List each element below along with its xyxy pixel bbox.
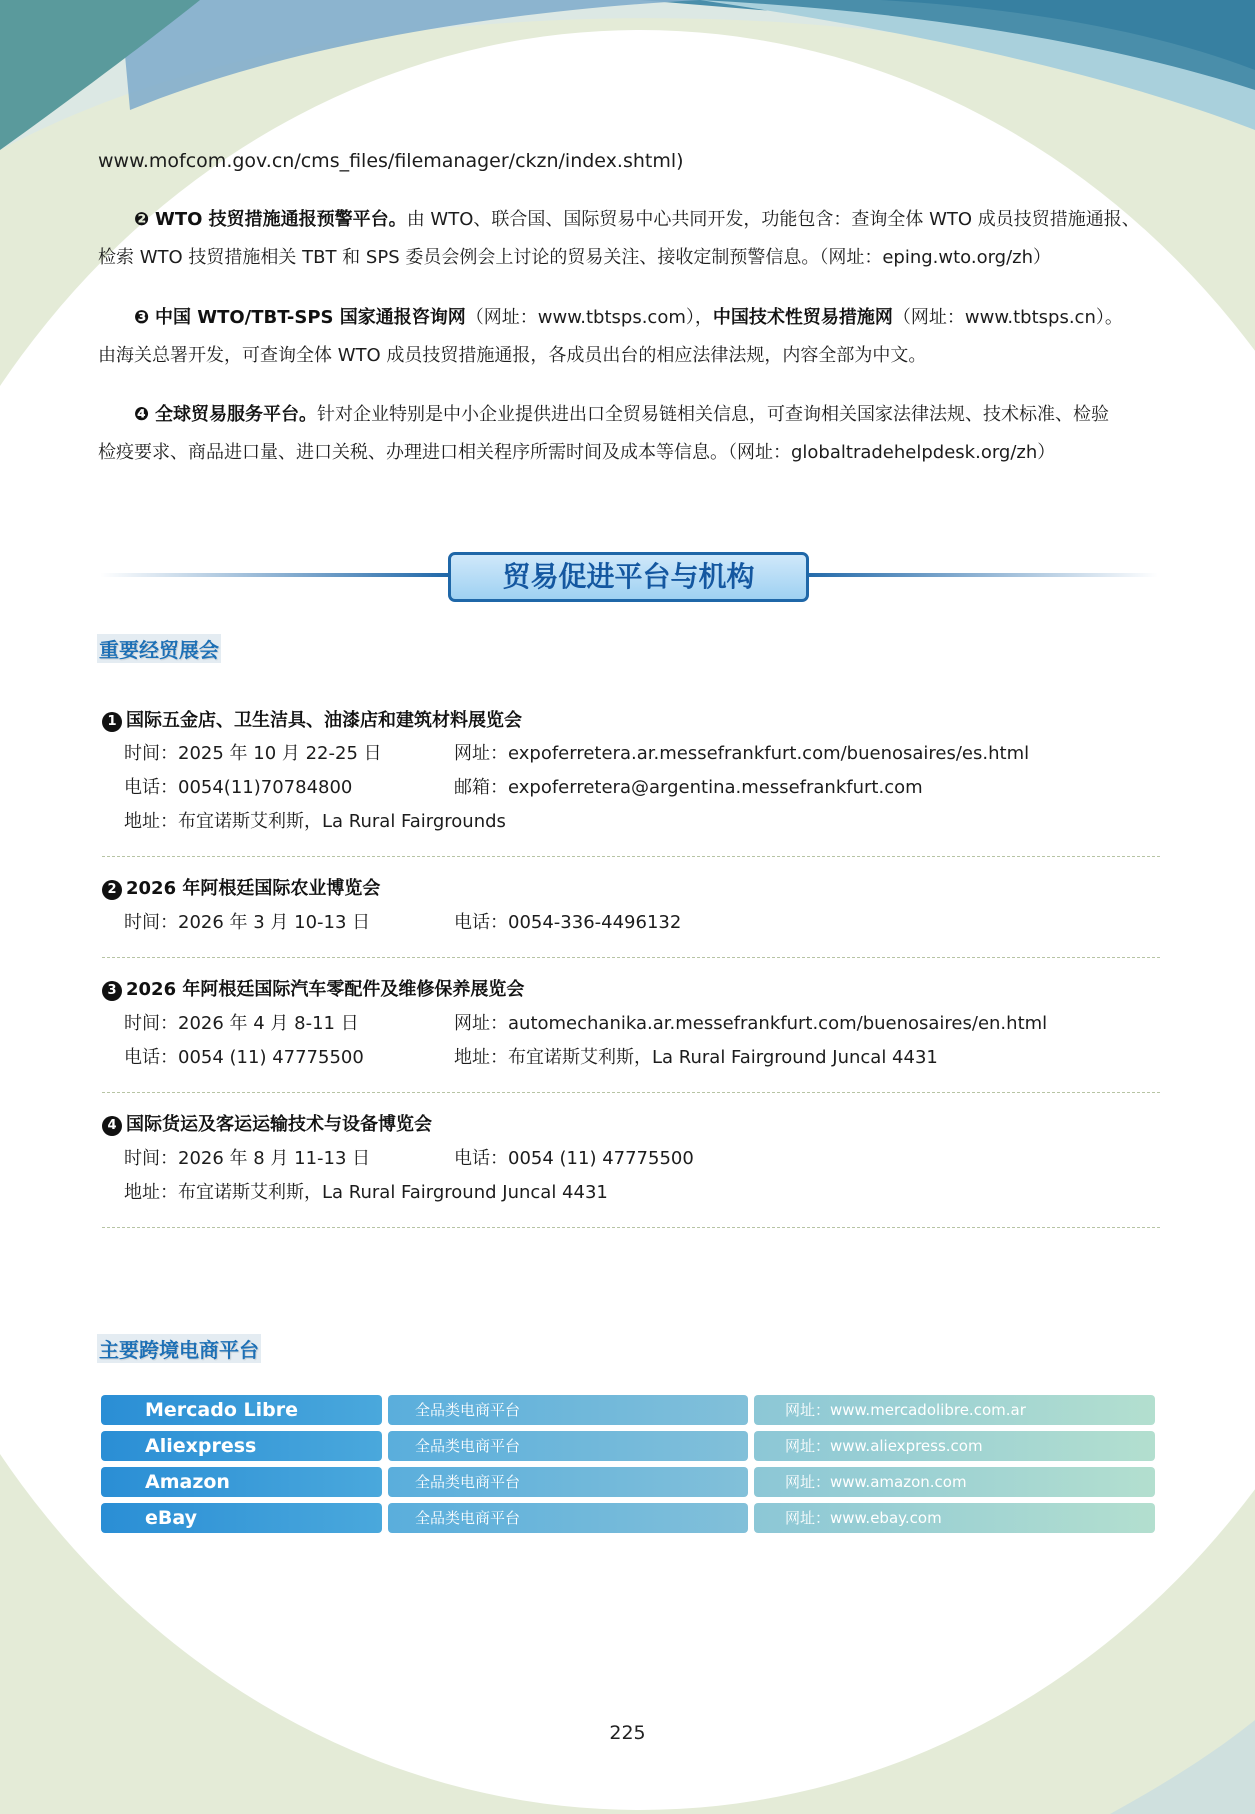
- platform-url[interactable]: 网址：www.amazon.com: [754, 1467, 1155, 1497]
- divider: [102, 957, 1160, 958]
- platform-name: Aliexpress: [101, 1431, 382, 1461]
- exhibitions-heading: 重要经贸展会: [97, 634, 221, 663]
- exhibition-3-website: 网址：automechanika.ar.messefrankfurt.com/buenosaires/en.html: [454, 1013, 1048, 1034]
- item-number: ❹: [134, 404, 150, 425]
- item-text-line2: 由海关总署开发，可查询全体 WTO 成员技贸措施通报，各成员出台的相应法律法规，内容全部为中文。: [98, 345, 927, 366]
- platform-row: [101, 1395, 1155, 1425]
- platform-row: [101, 1467, 1155, 1497]
- platform-row: [101, 1503, 1155, 1533]
- exhibition-name: 2026 年阿根廷国际汽车零配件及维修保养展览会: [126, 979, 525, 1000]
- exhibition-3-address: 地址：布宜诺斯艾利斯，La Rural Fairground Juncal 4431: [454, 1047, 938, 1068]
- intro-item-4: [98, 396, 1158, 472]
- exhibition-2-phone: 电话：0054-336-4496132: [454, 912, 682, 933]
- item-url: （网址：www.tbtsps.com），: [465, 307, 713, 328]
- continued-url-line: www.mofcom.gov.cn/cms_files/filemanager/ckzn/index.shtml): [98, 150, 684, 172]
- exhibition-name: 国际五金店、卫生洁具、油漆店和建筑材料展览会: [126, 710, 522, 731]
- exhibition-number: 4: [102, 1116, 122, 1136]
- page-number: 225: [609, 1722, 646, 1744]
- platform-type: 全品类电商平台: [388, 1467, 748, 1497]
- exhibition-2-time: 时间：2026 年 3 月 10-13 日: [124, 912, 371, 933]
- platform-name: Amazon: [101, 1467, 382, 1497]
- platform-row: [101, 1431, 1155, 1461]
- item-url-b: （网址：www.tbtsps.cn）。: [892, 307, 1123, 328]
- banner-rule-right: [800, 573, 1158, 577]
- platform-name: Mercado Libre: [101, 1395, 382, 1425]
- item-text: 由 WTO、联合国、国际贸易中心共同开发，功能包含：查询全体 WTO 成员技贸措施通报、: [406, 209, 1140, 230]
- intro-item-3: [98, 299, 1158, 375]
- item-number: ❸: [134, 307, 150, 328]
- exhibition-1-time: 时间：2025 年 10 月 22-25 日: [124, 743, 382, 764]
- divider: [102, 856, 1160, 857]
- divider: [102, 1227, 1160, 1228]
- exhibition-4-address: 地址：布宜诺斯艾利斯，La Rural Fairground Juncal 4431: [124, 1182, 608, 1203]
- platform-name: eBay: [101, 1503, 382, 1533]
- exhibition-number: 1: [102, 712, 122, 732]
- intro-item-2: [98, 201, 1158, 277]
- exhibition-1-address: 地址：布宜诺斯艾利斯，La Rural Fairgrounds: [124, 811, 506, 832]
- exhibition-1-email: 邮箱：expoferretera@argentina.messefrankfurt.com: [454, 777, 923, 798]
- item-number: ❷: [134, 209, 150, 230]
- item-text: 针对企业特别是中小企业提供进出口全贸易链相关信息，可查询相关国家法律法规、技术标准、检验: [316, 404, 1109, 425]
- item-text-line2: 检索 WTO 技贸措施相关 TBT 和 SPS 委员会例会上讨论的贸易关注、接收定制预警信息。（网址：eping.wto.org/zh）: [98, 247, 1052, 268]
- exhibition-name: 国际货运及客运运输技术与设备博览会: [126, 1114, 432, 1135]
- exhibition-number: 2: [102, 880, 122, 900]
- exhibition-2-title: [102, 876, 380, 902]
- platform-url[interactable]: 网址：www.mercadolibre.com.ar: [754, 1395, 1155, 1425]
- exhibition-3-phone: 电话：0054 (11) 47775500: [124, 1047, 364, 1068]
- divider: [102, 1092, 1160, 1093]
- platform-type: 全品类电商平台: [388, 1431, 748, 1461]
- item-title: 中国 WTO/TBT-SPS 国家通报咨询网: [154, 307, 466, 328]
- exhibition-number: 3: [102, 981, 122, 1001]
- platform-url[interactable]: 网址：www.aliexpress.com: [754, 1431, 1155, 1461]
- platform-type: 全品类电商平台: [388, 1503, 748, 1533]
- exhibition-4-phone: 电话：0054 (11) 47775500: [454, 1148, 694, 1169]
- item-title: WTO 技贸措施通报预警平台。: [154, 209, 407, 230]
- exhibition-3-title: [102, 977, 524, 1003]
- platforms-heading: 主要跨境电商平台: [97, 1334, 261, 1363]
- platform-type: 全品类电商平台: [388, 1395, 748, 1425]
- section-title: 贸易促进平台与机构: [448, 552, 809, 602]
- exhibition-1-phone: 电话：0054(11)70784800: [124, 777, 353, 798]
- exhibition-4-title: [102, 1112, 432, 1138]
- platform-url[interactable]: 网址：www.ebay.com: [754, 1503, 1155, 1533]
- item-title: 全球贸易服务平台。: [154, 404, 317, 425]
- exhibition-name: 2026 年阿根廷国际农业博览会: [126, 878, 381, 899]
- exhibition-1-website: 网址：expoferretera.ar.messefrankfurt.com/buenosaires/es.html: [454, 743, 1030, 764]
- exhibition-1-title: [102, 708, 522, 734]
- item-text-line2: 检疫要求、商品进口量、进口关税、办理进口相关程序所需时间及成本等信息。（网址：globaltradehelpdesk.org/zh）: [98, 442, 1056, 463]
- exhibition-4-time: 时间：2026 年 8 月 11-13 日: [124, 1148, 371, 1169]
- banner-rule-left: [100, 573, 450, 577]
- exhibition-3-time: 时间：2026 年 4 月 8-11 日: [124, 1013, 359, 1034]
- item-title-b: 中国技术性贸易措施网: [712, 307, 893, 328]
